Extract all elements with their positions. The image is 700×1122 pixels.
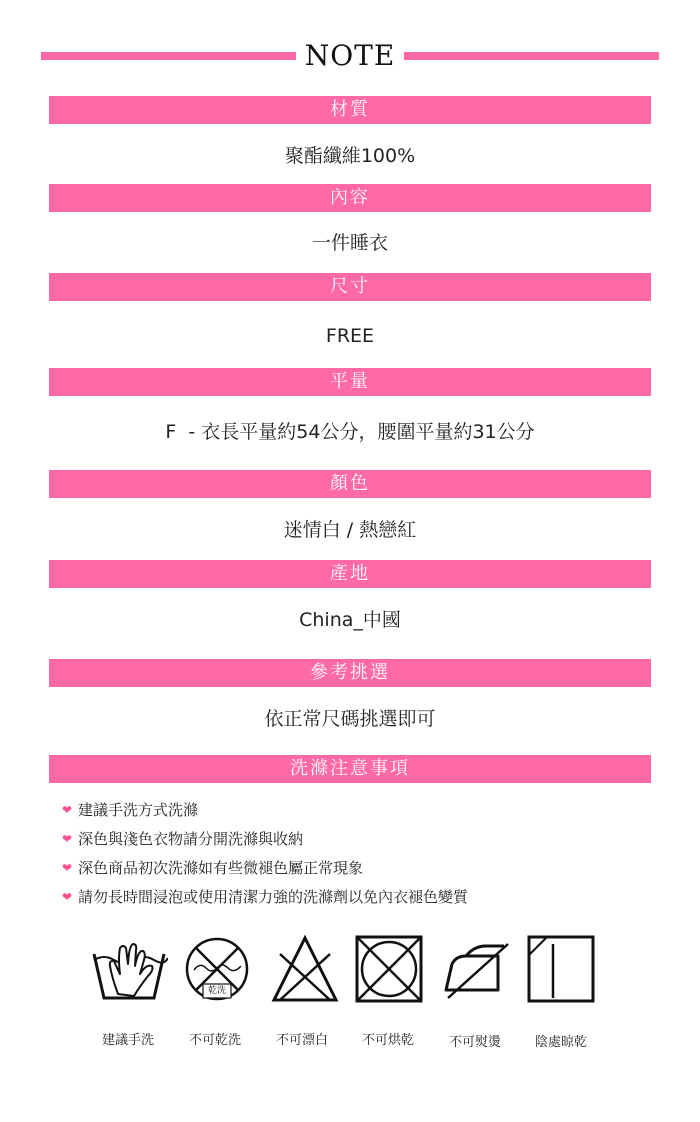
heart-icon: ❤ [62,861,73,875]
care-tip-text: 建議手洗方式洗滌 [78,801,199,819]
section-care-header: 洗滌注意事項 [49,755,651,783]
section-material-value: 聚酯纖維100% [284,145,416,167]
care-icon-label: 不可漂白 [275,1033,328,1048]
care-icon-label: 不可乾洗 [188,1033,241,1048]
note-header [0,38,700,74]
section-color-value: 迷情白 / 熱戀紅 [283,519,417,541]
heart-icon: ❤ [62,803,73,817]
no-iron-icon [442,934,516,1004]
care-tips-list [62,796,662,912]
section-measurement-value: F - 衣長平量約54公分，腰圍平量約31公分 [165,421,535,443]
list-item [62,854,662,883]
section-size-header: 尺寸 [49,273,651,301]
section-selection-header: 參考挑選 [49,659,651,687]
care-icons-row [90,934,610,1006]
section-material-header: 材質 [49,96,651,124]
no-bleach-icon [270,934,344,1004]
heart-icon: ❤ [62,832,73,846]
section-size-value: FREE [325,325,375,347]
page-title: NOTE [304,39,396,72]
section-selection-value: 依正常尺碼挑選即可 [264,708,436,730]
section-color-header: 顏色 [49,470,651,498]
care-tip-text: 請勿長時間浸泡或使用清潔力強的洗滌劑以免內衣褪色變質 [78,888,469,906]
care-icon-label: 陰處晾乾 [534,1035,587,1050]
list-item [62,796,662,825]
care-tip-text: 深色商品初次洗滌如有些微褪色屬正常現象 [78,859,364,877]
hand-wash-icon [90,934,164,1004]
care-tip-text: 深色與淺色衣物請分開洗滌與收納 [78,830,304,848]
section-origin-value: China_中國 [299,609,401,631]
section-measurement-header: 平量 [49,368,651,396]
care-icon-label: 建議手洗 [101,1033,154,1048]
list-item [62,883,662,912]
list-item [62,825,662,854]
section-origin-header: 產地 [49,560,651,588]
no-dry-clean-icon [184,934,258,1004]
heart-icon: ❤ [62,890,73,904]
care-icon-label: 不可熨燙 [448,1035,501,1050]
section-contents-header: 內容 [49,184,651,212]
no-tumble-dry-icon [354,934,428,1004]
dry-clean-text: 乾洗 [207,986,226,996]
header-bar-left [41,52,296,60]
dry-in-shade-icon [526,934,600,1004]
header-bar-right [404,52,659,60]
care-icon-label: 不可烘乾 [361,1033,414,1048]
section-contents-value: 一件睡衣 [311,232,388,254]
